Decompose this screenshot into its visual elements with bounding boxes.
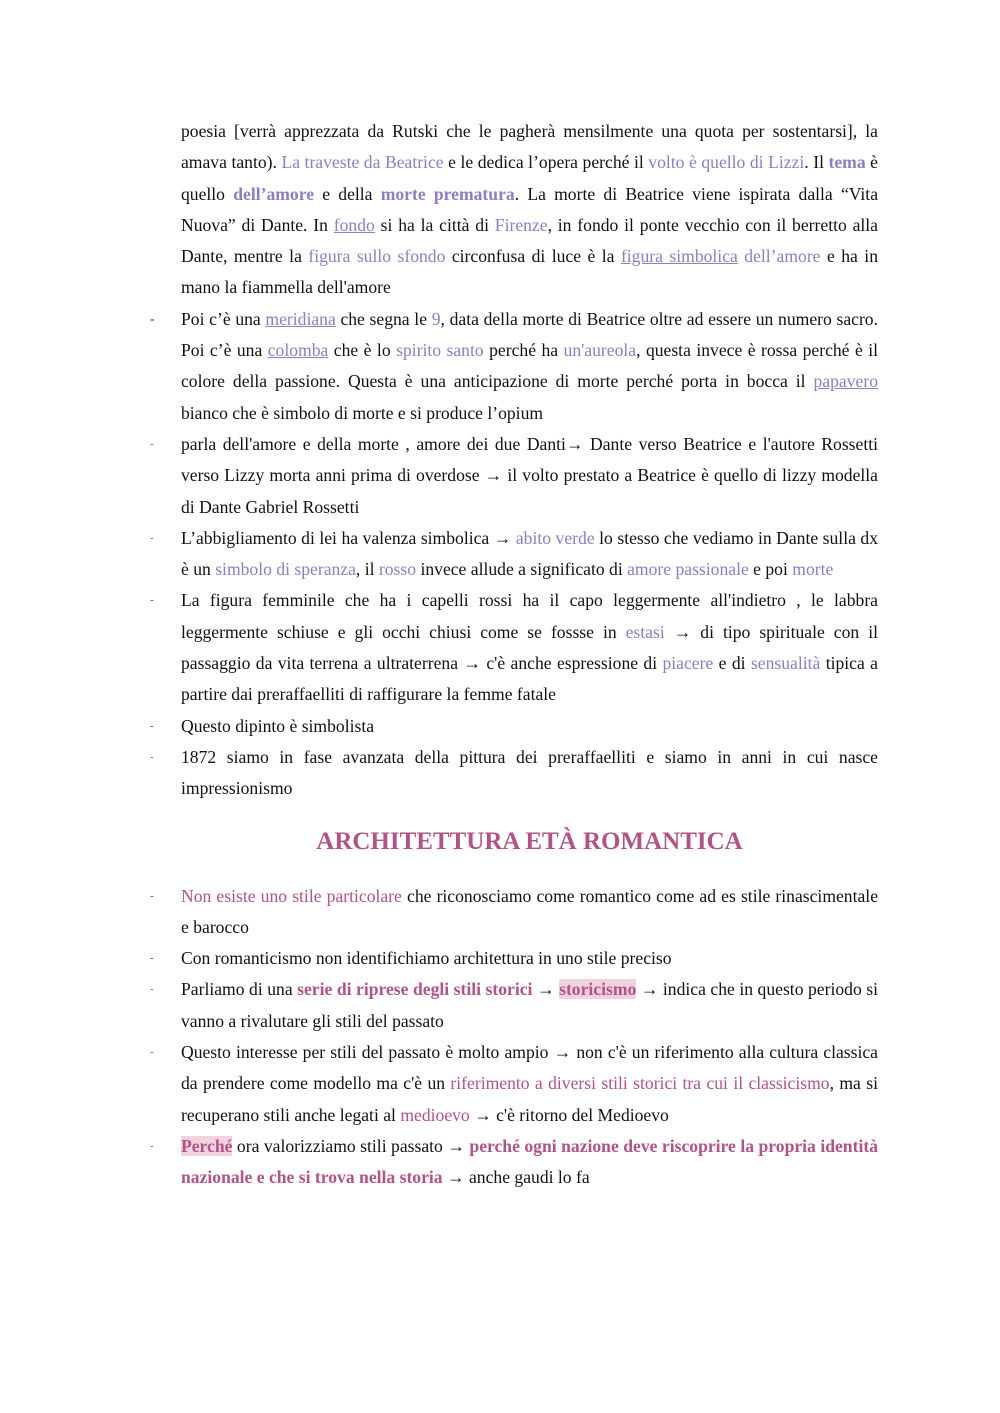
list-item <box>181 585 878 710</box>
text-run: , ma si recuperano stili anche legati al <box>181 1073 878 1125</box>
text-run: parla dell'amore e della morte , amore dei due Danti→ Dante verso Beatrice e l'autore Rossetti verso Lizzy morta anni prima di overdose → il volto prestato a Beatrice è quello di lizzy modella di Dante Gabriel Rossetti <box>181 433 878 517</box>
text-run: La figura femminile che ha i capelli rossi ha il capo leggermente all'indietro , le labbra leggermente schiuse e gli occhi chiusi come se fossse in <box>181 590 878 642</box>
text-run: e della <box>314 183 381 204</box>
marked-keyword: storicismo <box>559 979 637 1000</box>
text-run: che riconosciamo come romantico come ad es stile rinascimentale e barocco <box>181 885 879 937</box>
text-run: . La morte di Beatrice viene ispirata dalla “Vita Nuova” di Dante. In <box>181 183 878 235</box>
highlight-text: rosso <box>378 559 417 580</box>
highlight-text: dell’amore <box>744 246 821 267</box>
text-run: Parliamo di una <box>181 979 298 1000</box>
list-item <box>181 943 878 974</box>
highlight-text: medioevo <box>400 1104 470 1125</box>
underlined-text: papavero <box>813 371 878 392</box>
bullet-list-painting <box>181 304 878 805</box>
highlight-text: Non esiste uno stile particolare <box>181 885 402 906</box>
highlight-text: abito verde <box>515 527 595 548</box>
highlight-text: riferimento a diversi stili storici tra cui il classicismo <box>450 1073 830 1094</box>
text-run: ora valorizziamo stili passato → <box>232 1135 470 1156</box>
text-run: e ha in mano la fiammella dell'amore <box>181 246 878 298</box>
text-run: che è lo <box>328 340 397 361</box>
bold-highlight-text: morte prematura <box>380 183 515 204</box>
text-run: è quello <box>181 152 878 204</box>
highlight-text: Firenze <box>494 214 548 235</box>
text-run: → di tipo spirituale con il passaggio da vita terrena a ultraterrena → c'è anche espressione di <box>181 621 878 674</box>
text-run: lo stesso che vediamo in Dante sulla dx è un <box>181 527 879 580</box>
text-run: bianco che è simbolo di morte e si produce l’opium <box>181 402 544 423</box>
highlight-text: simbolo di speranza <box>215 559 356 580</box>
highlight-text: spirito santo <box>396 340 484 361</box>
list-item <box>181 881 878 944</box>
list-item <box>181 974 878 1037</box>
highlight-text: estasi <box>625 621 665 642</box>
text-run: che segna le <box>335 308 432 329</box>
text-run: L’abbigliamento di lei ha valenza simbolica → <box>181 527 516 548</box>
highlight-text: un'aureola <box>563 340 637 361</box>
text-run: 1872 siamo in fase avanzata della pittura dei preraffaelliti e siamo in anni in cui nasce impressionismo <box>181 746 878 799</box>
list-item <box>181 429 878 523</box>
bold-highlight-text: serie di riprese degli stili storici <box>297 979 533 1000</box>
text-run: , questa invece è rossa perché è il colore della passione. Questa è una anticipazione di morte perché porta in bocca il <box>181 340 878 392</box>
text-run: invece allude a significato di <box>416 559 628 580</box>
text-run: e le dedica l’opera perché il <box>443 152 649 173</box>
highlight-text: 9 <box>431 308 441 329</box>
list-item <box>181 1131 878 1194</box>
text-run: circonfusa di luce è la <box>445 246 621 267</box>
highlight-text: volto è quello di Lizzi <box>648 152 805 173</box>
highlight-text: morte <box>792 559 834 580</box>
highlight-text: amore passionale <box>627 559 749 580</box>
underlined-text: fondo <box>333 214 375 235</box>
text-run: → indica che in questo periodo si vanno a rivalutare gli stili del passato <box>181 979 879 1031</box>
text-run: poesia [verrà apprezzata da Rutski che le pagherà mensilmente una quota per sostentarsi], la amava tanto). <box>181 121 878 173</box>
list-item <box>181 523 878 586</box>
marked-keyword: Perché <box>181 1135 233 1156</box>
text-run: , data della morte di Beatrice oltre ad essere un numero sacro. Poi c’è una <box>181 308 878 361</box>
text-run: Questo dipinto è simbolista <box>181 715 375 736</box>
highlight-text: figura sullo sfondo <box>308 246 446 267</box>
list-item <box>181 304 878 429</box>
highlight-text: piacere <box>662 653 714 674</box>
list-item <box>181 711 878 742</box>
text-run: . Il <box>804 152 829 173</box>
list-item <box>181 1037 878 1131</box>
text-run: e di <box>713 653 751 674</box>
text-run: si ha la città di <box>374 214 495 235</box>
bold-highlight-text: perché ogni nazione deve riscoprire la propria identità nazionale e che si trova nella storia <box>181 1135 878 1188</box>
section-heading: ARCHITETTURA ETÀ ROMANTICA <box>316 827 743 855</box>
underlined-text: colomba <box>267 340 329 361</box>
underlined-text: meridiana <box>265 308 336 329</box>
text-run: → anche gaudi lo fa <box>442 1167 590 1188</box>
bold-highlight-text: tema <box>828 152 866 173</box>
text-run: Questo interesse per stili del passato è molto ampio → non c'è un riferimento alla cultura classica da prendere come modello ma c'è un <box>181 1042 878 1094</box>
bold-highlight-text: dell’amore <box>233 183 314 204</box>
text-run: perché ha <box>483 340 564 361</box>
text-run: → c'è ritorno del Medioevo <box>469 1104 669 1125</box>
highlight-text: La traveste da Beatrice <box>281 152 444 173</box>
text-run: Con romanticismo non identifichiamo architettura in uno stile preciso <box>181 948 672 969</box>
text-run: → <box>532 979 560 1000</box>
page-body <box>181 116 878 1194</box>
text-run: e poi <box>748 559 793 580</box>
intro-paragraph <box>181 116 878 304</box>
list-item <box>181 742 878 805</box>
text-run: tipica a partire dai preraffaelliti di raffigurare la femme fatale <box>181 653 878 705</box>
text-run: , il <box>355 559 379 580</box>
underlined-text: figura simbolica <box>620 246 738 267</box>
text-run: , in fondo il ponte vecchio con il berretto alla Dante, mentre la <box>181 214 878 267</box>
text-run: Poi c’è una <box>181 308 266 329</box>
highlight-text: sensualità <box>750 653 821 674</box>
bullet-list-architecture <box>181 881 878 1194</box>
